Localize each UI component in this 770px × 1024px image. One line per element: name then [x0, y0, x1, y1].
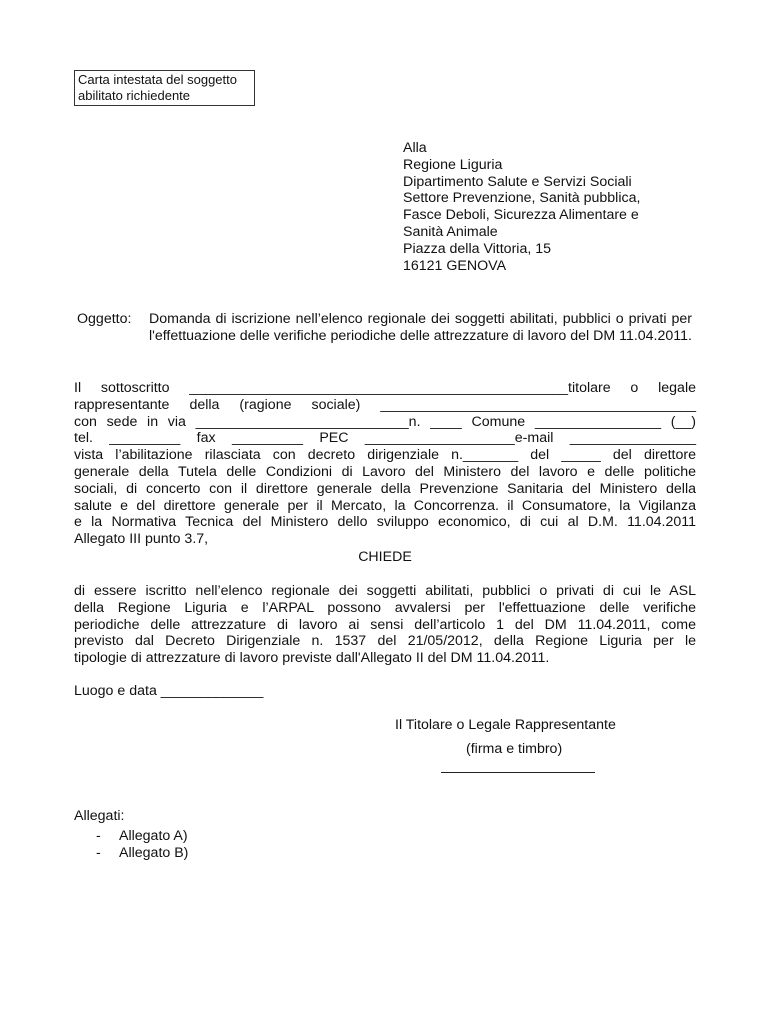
body-line: salute e del direttore generale per il Mercato, la Concorrenza. il Consumatore, la Vigilanza [74, 497, 696, 514]
request-heading: CHIEDE [358, 549, 412, 565]
request-line: tipologie di attrezzature di lavoro previste dall'Allegato II del DM 11.04.2011. [74, 650, 550, 667]
attachment-label: Allegato A) [119, 828, 188, 844]
body-line: vista l’abilitazione rilasciata con decreto dirigenziale n._______ del _____ del direttore [74, 447, 696, 464]
attachment-label: Allegato B) [119, 844, 189, 861]
addressee-line: Piazza della Vittoria, 15 [403, 240, 552, 257]
body-line: e la Normativa Tecnica del Ministero dello sviluppo economico, di cui al D.M. 11.04.2011 [74, 514, 696, 531]
signature-note: (firma e timbro) [466, 741, 563, 757]
signature-line [441, 772, 595, 773]
addressee-block [403, 140, 703, 274]
signer-title: Il Titolare o Legale Rappresentante [395, 717, 616, 733]
attachments-heading: Allegati: [74, 808, 125, 824]
list-bullet: - [96, 844, 101, 861]
body-line: sociali, di concerto con il direttore generale della Prevenzione Sanitaria del Ministero della [74, 480, 696, 497]
request-line: previsto dal Decreto Dirigenziale n. 1537 del 21/05/2012, della Regione Liguria per le [74, 633, 696, 650]
body-line: tel. _________ fax _________ PEC ___________________e-mail ________________ [74, 430, 696, 447]
body-line: Allegato III punto 3.7, [74, 531, 209, 548]
addressee-line: Alla [403, 140, 427, 156]
declaration-paragraph [74, 380, 696, 548]
letterhead-line-1: Carta intestata del soggetto [78, 72, 237, 87]
subject-label: Oggetto: [77, 311, 132, 327]
request-line: di essere iscritto nell’elenco regionale dei soggetti abilitati, pubblici o privati di cui le ASL [74, 583, 696, 599]
request-line: della Regione Liguria e l’ARPAL possono avvalersi per l'effettuazione delle verifiche [74, 599, 696, 616]
list-bullet: - [96, 828, 101, 844]
letterhead-placeholder-box [74, 70, 255, 106]
letterhead-line-2: abilitato richiedente [78, 88, 191, 103]
addressee-line: Fasce Deboli, Sicurezza Alimentare e [403, 207, 639, 224]
addressee-line: Dipartimento Salute e Servizi Sociali [403, 173, 632, 190]
addressee-line: Sanità Animale [403, 223, 498, 240]
addressee-line: Regione Liguria [403, 156, 503, 173]
request-paragraph [74, 583, 696, 667]
body-line: Il sottoscritto ________________________________________________titolare o legale [74, 380, 696, 396]
body-line: rappresentante della (ragione sociale) ________________________________________ [74, 396, 696, 413]
addressee-line: Settore Prevenzione, Sanità pubblica, [403, 190, 641, 207]
subject-text: Domanda di iscrizione nell’elenco regionale dei soggetti abilitati, pubblici o privati per l'effettuazione delle verifiche periodiche delle attrezzature di lavoro del DM 11.04.2011. [149, 311, 692, 344]
body-line: con sede in via ___________________________n. ____ Comune ________________ (__) [74, 413, 696, 430]
addressee-line: 16121 GENOVA [403, 257, 507, 274]
body-line: generale della Tutela delle Condizioni di Lavoro del Ministero del lavoro e delle politiche [74, 463, 696, 480]
place-and-date-field: Luogo e data _____________ [74, 683, 264, 699]
request-line: periodiche delle attrezzature di lavoro ai sensi dell’articolo 1 del DM 11.04.2011, come [74, 616, 696, 633]
